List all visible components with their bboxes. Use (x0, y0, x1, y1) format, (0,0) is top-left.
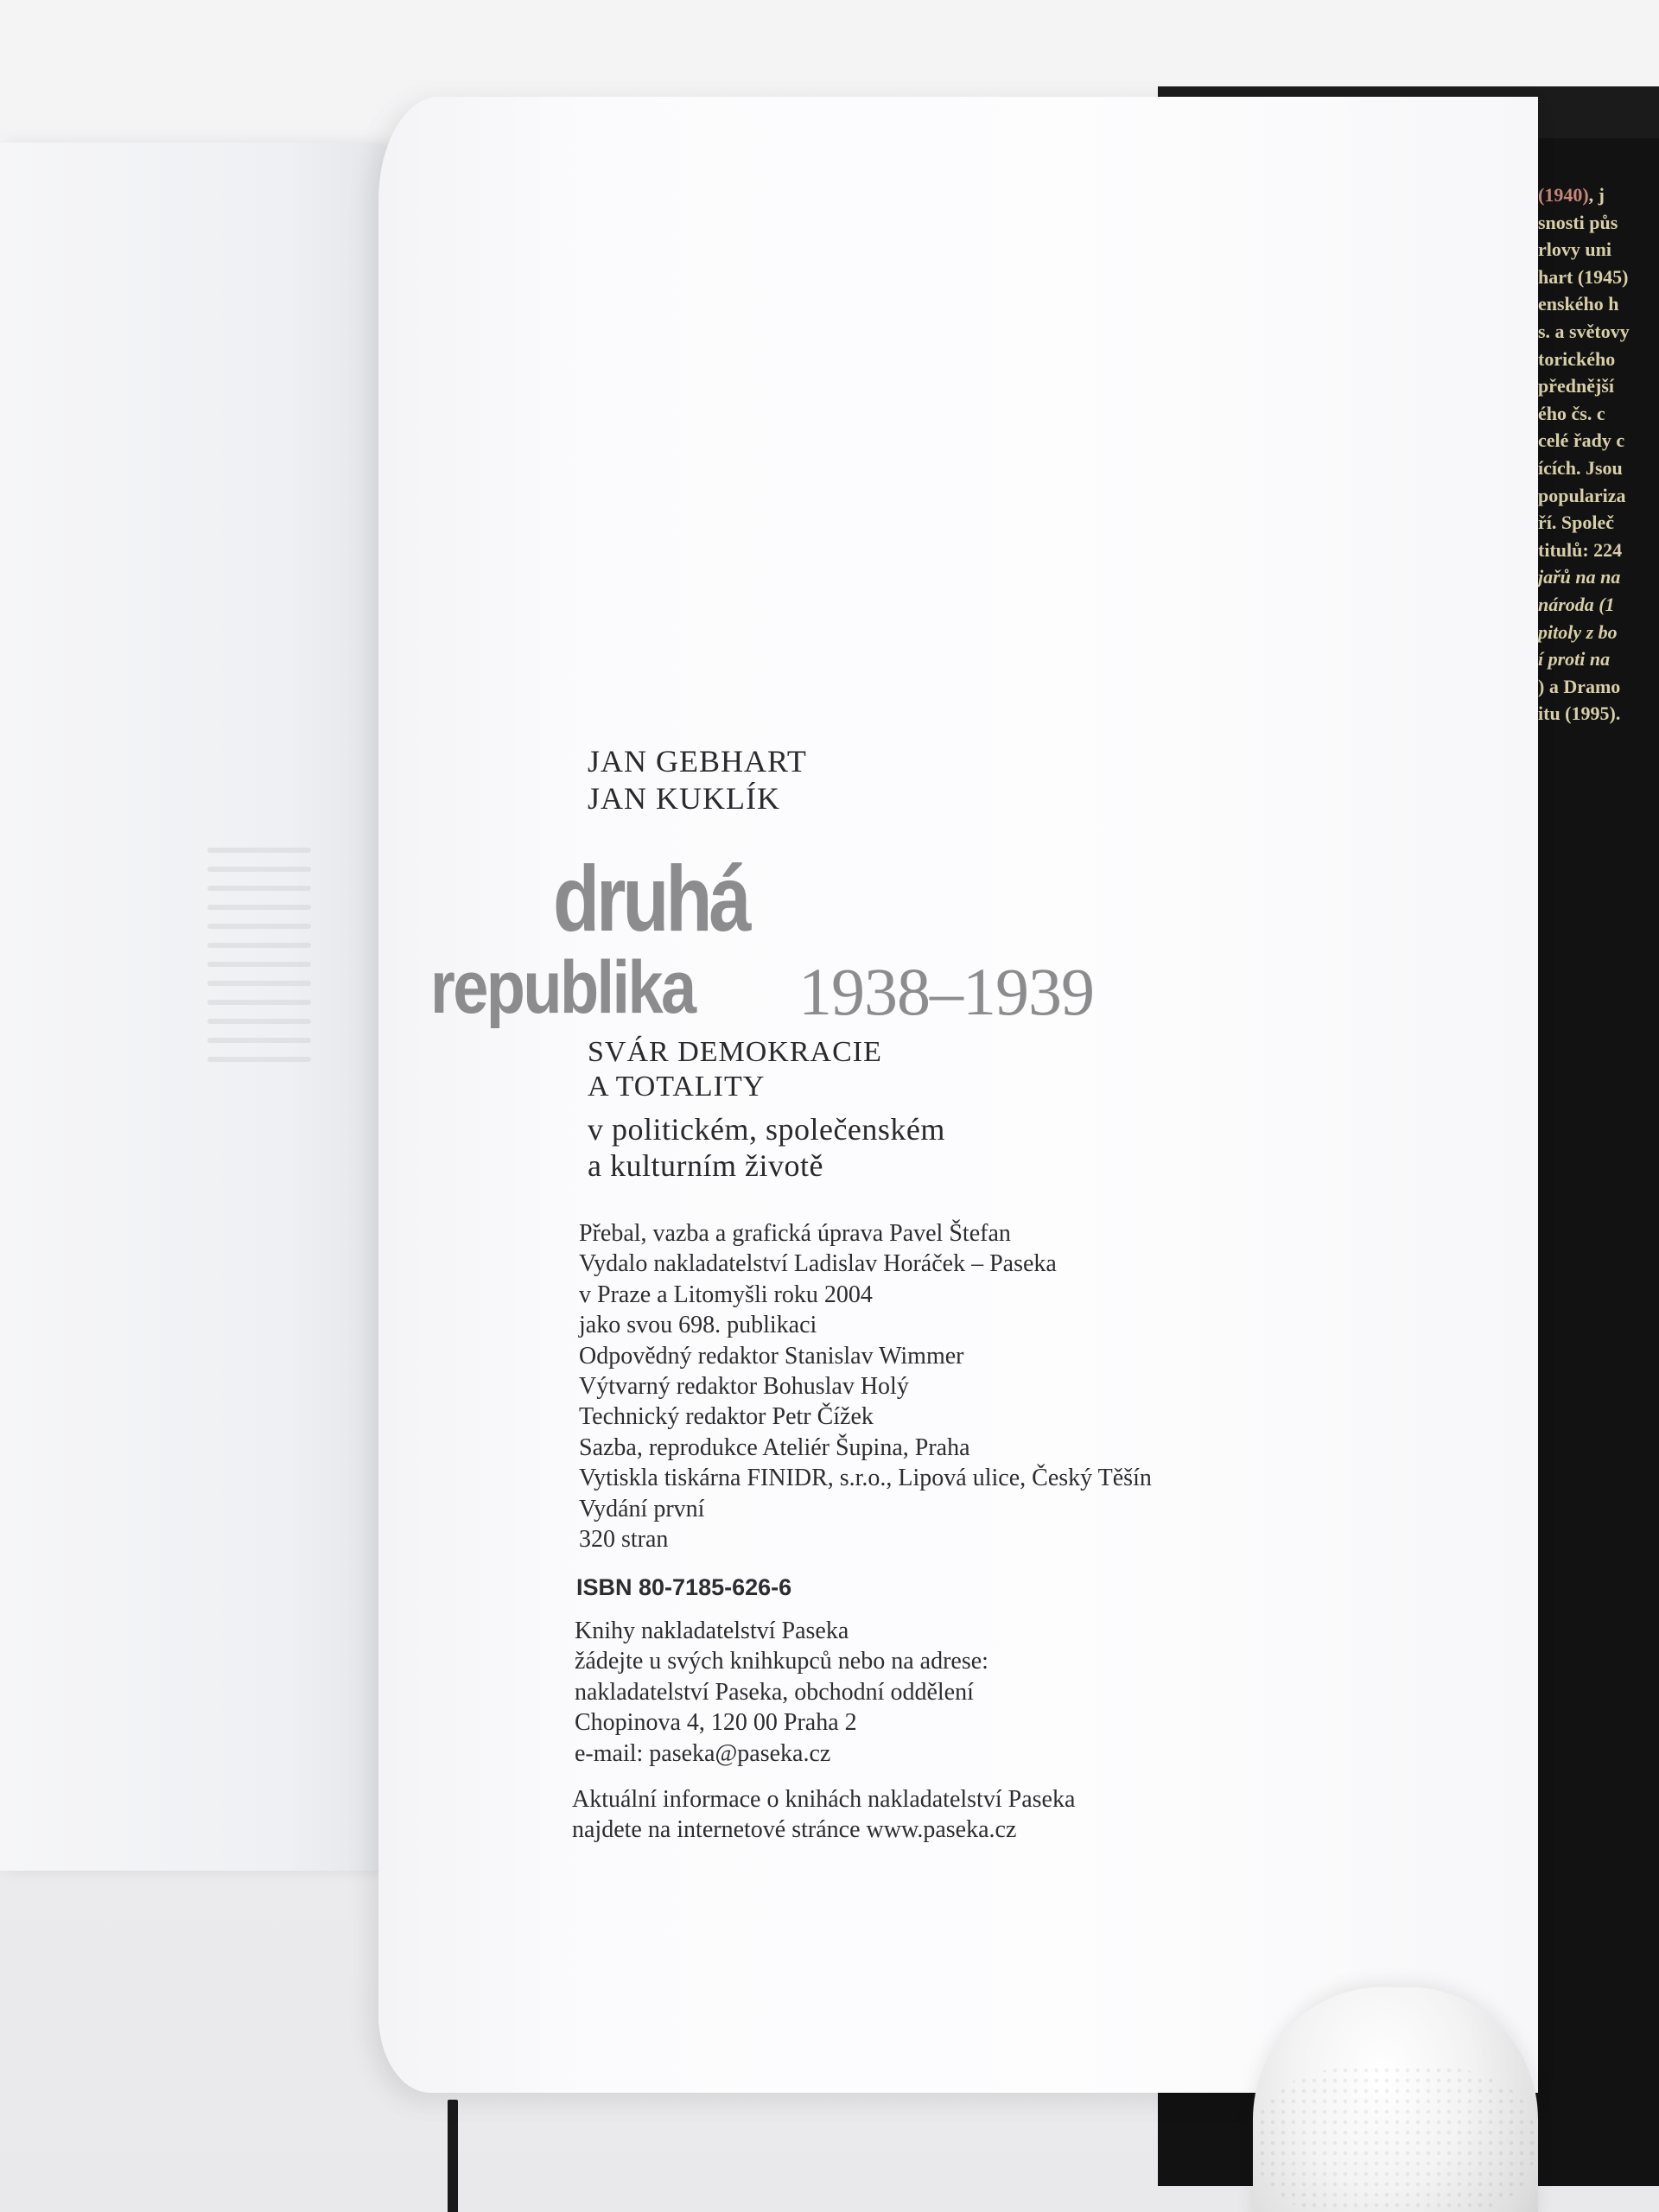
flap-line: populariza (1538, 484, 1626, 506)
flap-line: rlovy uni (1538, 238, 1611, 261)
credit-line: Vydalo nakladatelství Ladislav Horáček – Paseka (579, 1250, 1057, 1278)
order-line: Chopinova 4, 120 00 Praha 2 (575, 1709, 857, 1737)
authors (588, 743, 807, 817)
colophon-credits (579, 1218, 1152, 1554)
author-name: JAN KUKLÍK (588, 781, 780, 816)
flap-line-highlight: (1940) (1538, 184, 1589, 206)
credit-line: 320 stran (579, 1526, 669, 1554)
credit-line: Vytiskla tiskárna FINIDR, s.r.o., Lipová ulice, Český Těšín (579, 1465, 1152, 1492)
title-line-1: druhá (553, 846, 748, 950)
cover-flap-text (1538, 181, 1659, 728)
left-facing-page (0, 143, 406, 1871)
credit-line: jako svou 698. publikaci (579, 1312, 817, 1339)
flap-line: přednější (1538, 375, 1614, 397)
order-line: žádejte u svých knihkupců nebo na adrese: (575, 1648, 988, 1675)
title-years: 1938–1939 (798, 954, 1094, 1029)
credit-line: Technický redaktor Petr Čížek (579, 1403, 874, 1431)
flap-line: jařů na na (1538, 566, 1621, 588)
flap-line: s. a světovy (1538, 320, 1630, 342)
flap-line: ého čs. c (1538, 402, 1605, 424)
flap-line: titulů: 224 (1538, 538, 1623, 561)
flap-line: torického (1538, 347, 1616, 370)
flap-line: (1940), j (1538, 184, 1605, 206)
subtitle-secondary (588, 1111, 945, 1184)
order-line: nakladatelství Paseka, obchodní oddělení (575, 1678, 974, 1706)
flap-line: ících. Jsou (1538, 456, 1623, 479)
flap-line: enského h (1538, 293, 1619, 315)
glove-texture (1257, 2065, 1534, 2212)
credit-line: Sazba, reprodukce Ateliér Šupina, Praha (579, 1433, 970, 1461)
flap-line: národa (1 (1538, 593, 1615, 615)
title-line-2: republika (430, 946, 695, 1029)
order-line: Knihy nakladatelství Paseka (575, 1618, 849, 1644)
web-line: Aktuální informace o knihách nakladatelství Paseka (572, 1786, 1076, 1813)
flap-line: celé řady c (1538, 429, 1625, 452)
flap-line: pitoly z bo (1538, 620, 1618, 643)
show-through-text (207, 834, 311, 1076)
subtitle-line: A TOTALITY (588, 1071, 766, 1103)
subtitle-line: v politickém, společenském (588, 1112, 945, 1147)
order-info (575, 1616, 988, 1769)
subtitle-line: SVÁR DEMOKRACIE (588, 1036, 882, 1068)
web-info (572, 1784, 1075, 1846)
flap-line: snosti půs (1538, 211, 1618, 233)
credit-line: Odpovědný redaktor Stanislav Wimmer (579, 1342, 964, 1370)
isbn: ISBN 80-7185-626-6 (576, 1574, 792, 1600)
flap-line: ) a Dramo (1538, 675, 1621, 697)
bookmark-ribbon (448, 2100, 458, 2212)
subtitle (588, 1035, 882, 1104)
credit-line: v Praze a Litomyšli roku 2004 (579, 1281, 873, 1308)
order-line: e-mail: paseka@paseka.cz (575, 1739, 831, 1767)
flap-line: itu (1995). (1538, 702, 1621, 725)
credit-line: Výtvarný redaktor Bohuslav Holý (579, 1373, 909, 1401)
credit-line: Vydání první (579, 1495, 705, 1522)
flap-line: ří. Společ (1538, 512, 1614, 534)
credit-line: Přebal, vazba a grafická úprava Pavel Štefan (579, 1220, 1011, 1247)
flap-line: í proti na (1538, 648, 1611, 671)
web-line: najdete na internetové stránce www.paseka.cz (572, 1816, 1017, 1844)
subtitle-line: a kulturním životě (588, 1148, 823, 1183)
flap-line: hart (1945) (1538, 265, 1629, 288)
author-name: JAN GEBHART (588, 744, 807, 779)
